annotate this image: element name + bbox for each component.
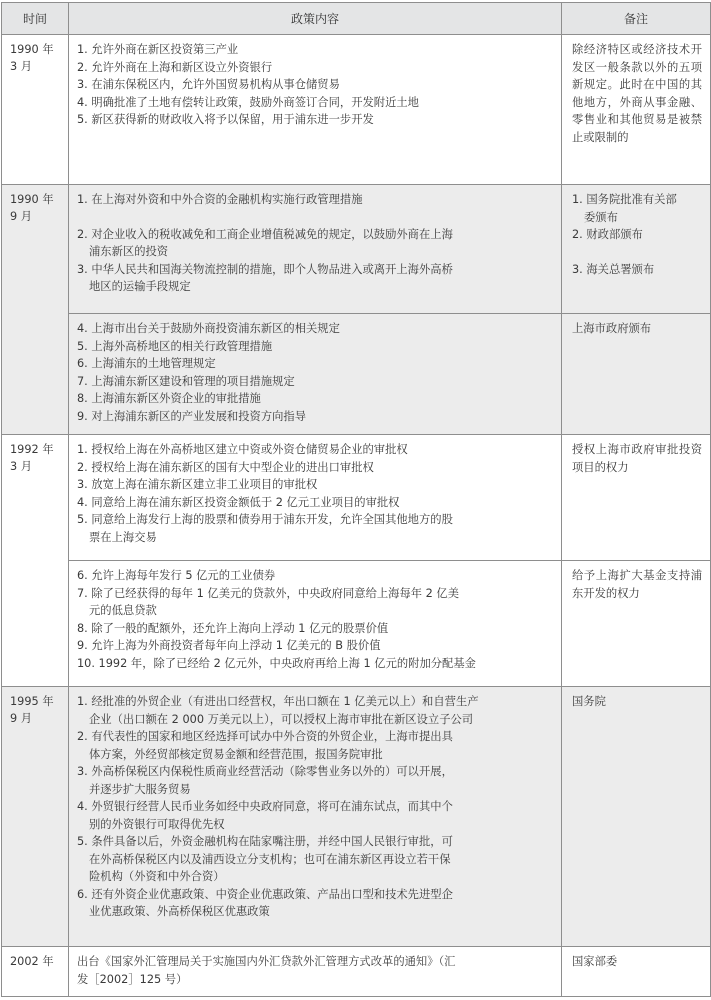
policy-item: 3. 中华人民共和国海关物流控制的措施，即个人物品进入或离开上海外高桥 — [77, 262, 453, 276]
note-line: 委颁布 — [584, 210, 618, 224]
policy-item: 5. 新区获得新的财政收入将予以保留，用于浦东进一步开发 — [77, 113, 374, 126]
table-row — [2, 185, 711, 314]
policy-item-continued: 在外高桥保税区内以及浦西设立分支机构；也可在浦东新区再设立若干保 — [89, 852, 451, 866]
policy-item: 2. 有代表性的国家和地区经选择可试办中外合资的外贸企业，上海市提出具 — [77, 730, 453, 743]
policy-item-continued: 元的低息贷款 — [89, 604, 157, 617]
table-row — [2, 35, 711, 185]
policy-item-continued: 并逐步扩大服务贸易 — [89, 782, 191, 796]
policy-item-continued: 票在上海交易 — [89, 530, 157, 544]
content-cell — [69, 185, 562, 314]
policy-item: 4. 上海市出台关于鼓励外商投资浦东新区的相关规定 — [77, 322, 340, 335]
note-cell — [562, 185, 711, 314]
policy-item: 3. 在浦东保税区内，允许外国贸易机构从事仓储贸易 — [77, 78, 340, 91]
time-cell: 1992 年 3 月 — [2, 435, 69, 687]
policy-item: 9. 允许上海为外商投资者每年向上浮动 1 亿美元的 B 股价值 — [77, 639, 381, 652]
policy-item: 6. 允许上海每年发行 5 亿元的工业债券 — [77, 569, 276, 582]
policy-item: 4. 明确批准了土地有偿转让政策，鼓励外商签订合同，开发附近土地 — [77, 95, 419, 109]
header-time: 时间 — [2, 3, 69, 35]
policy-item: 4. 外贸银行经营人民币业务如经中央政府同意，将可在浦东试点，而其中个 — [77, 800, 453, 813]
policy-item: 出台《国家外汇管理局关于实施国内外汇贷款外汇管理方式改革的通知》（汇 — [77, 955, 456, 968]
time-cell: 1995 年 9 月 — [2, 687, 69, 947]
content-cell — [69, 35, 562, 185]
policy-item: 1. 授权给上海在外高桥地区建立中资或外资仓储贸易企业的审批权 — [77, 443, 408, 456]
policy-item: 6. 上海浦东的土地管理规定 — [77, 357, 216, 370]
policy-item: 6. 还有外资企业优惠政策、中资企业优惠政策、产品出口型和技术先进型企 — [77, 887, 453, 901]
policy-item: 3. 放宽上海在浦东新区建立非工业项目的审批权 — [77, 478, 318, 491]
policy-item-continued: 浦东新区的投资 — [89, 245, 169, 258]
policy-item-continued: 险机构（外资和中外合资） — [89, 870, 225, 883]
policy-item-continued: 体方案，外经贸部核定贸易金额和经营范围，报国务院审批 — [89, 747, 383, 761]
policy-item: 7. 上海浦东新区建设和管理的项目措施规定 — [77, 374, 295, 388]
policy-item: 4. 同意给上海在浦东新区投资金额低于 2 亿元工业项目的审批权 — [77, 495, 400, 509]
note-cell: 除经济特区或经济技术开发区一般条款以外的五项新规定。此时在中国的其他地方，外商从事金融、零售业和其他贸易是被禁止或限制的 — [562, 35, 711, 185]
note-line: 3. 海关总署颁布 — [572, 262, 655, 276]
policy-item-continued: 发［2002］125 号） — [77, 972, 188, 986]
policy-item-continued: 别的外资银行可取得优先权 — [89, 817, 225, 831]
policy-item: 8. 上海浦东新区外资企业的审批措施 — [77, 392, 261, 405]
policy-item: 2. 允许外商在上海和新区设立外资银行 — [77, 60, 273, 74]
policy-item: 9. 对上海浦东新区的产业发展和投资方向指导 — [77, 409, 307, 423]
header-content: 政策内容 — [69, 3, 562, 35]
policy-item: 3. 外高桥保税区内保税性质商业经营活动（除零售业务以外的）可以开展， — [77, 765, 453, 778]
note-cell: 授权上海市政府审批投资项目的权力 — [562, 435, 711, 561]
content-cell — [69, 314, 562, 435]
note-cell: 给予上海扩大基金支持浦东开发的权力 — [562, 561, 711, 687]
content-cell — [69, 435, 562, 561]
table-row — [2, 561, 711, 687]
table-row — [2, 947, 711, 997]
policy-item: 1. 允许外商在新区投资第三产业 — [77, 43, 239, 56]
note-cell: 国家部委 — [562, 947, 711, 997]
note-line: 1. 国务院批准有关部 — [572, 193, 677, 206]
time-cell: 1990 年 3 月 — [2, 35, 69, 185]
content-cell — [69, 947, 562, 997]
policy-item-continued: 地区的运输手段规定 — [89, 280, 191, 293]
policy-item: 1. 经批准的外贸企业（有进出口经营权，年出口额在 1 亿美元以上）和自营生产 — [77, 695, 479, 708]
time-cell: 1990 年 9 月 — [2, 185, 69, 435]
header-row — [2, 3, 711, 35]
content-cell — [69, 687, 562, 947]
policy-table — [1, 2, 711, 997]
policy-item: 10. 1992 年，除了已经给 2 亿元外，中央政府再给上海 1 亿元的附加分配基金 — [77, 656, 476, 670]
header-note: 备注 — [562, 3, 711, 35]
policy-item: 5. 上海外高桥地区的相关行政管理措施 — [77, 339, 273, 353]
policy-item: 2. 对企业收入的税收减免和工商企业增值税减免的规定，以鼓励外商在上海 — [77, 227, 453, 241]
policy-item: 5. 条件具备以后，外资金融机构在陆家嘴注册，并经中国人民银行审批，可 — [77, 835, 453, 848]
content-cell — [69, 561, 562, 687]
note-cell: 国务院 — [562, 687, 711, 947]
table-row — [2, 314, 711, 435]
policy-item: 2. 授权给上海在浦东新区的国有大中型企业的进出口审批权 — [77, 460, 374, 474]
policy-item: 5. 同意给上海发行上海的股票和债券用于浦东开发，允许全国其他地方的股 — [77, 513, 453, 526]
policy-item-continued: 企业（出口额在 2 000 万美元以上），可以授权上海市审批在新区设立子公司 — [89, 712, 474, 726]
table-row — [2, 435, 711, 561]
policy-item: 1. 在上海对外资和中外合资的金融机构实施行政管理措施 — [77, 193, 363, 206]
policy-item: 7. 除了已经获得的每年 1 亿美元的贷款外，中央政府同意给上海每年 2 亿美 — [77, 586, 460, 600]
table-row — [2, 687, 711, 947]
note-cell: 上海市政府颁布 — [562, 314, 711, 435]
policy-item: 8. 除了一般的配额外，还允许上海向上浮动 1 亿元的股票价值 — [77, 621, 389, 635]
note-line: 2. 财政部颁布 — [572, 228, 643, 241]
policy-item-continued: 业优惠政策、外高桥保税区优惠政策 — [89, 905, 270, 918]
time-cell: 2002 年 — [2, 947, 69, 997]
